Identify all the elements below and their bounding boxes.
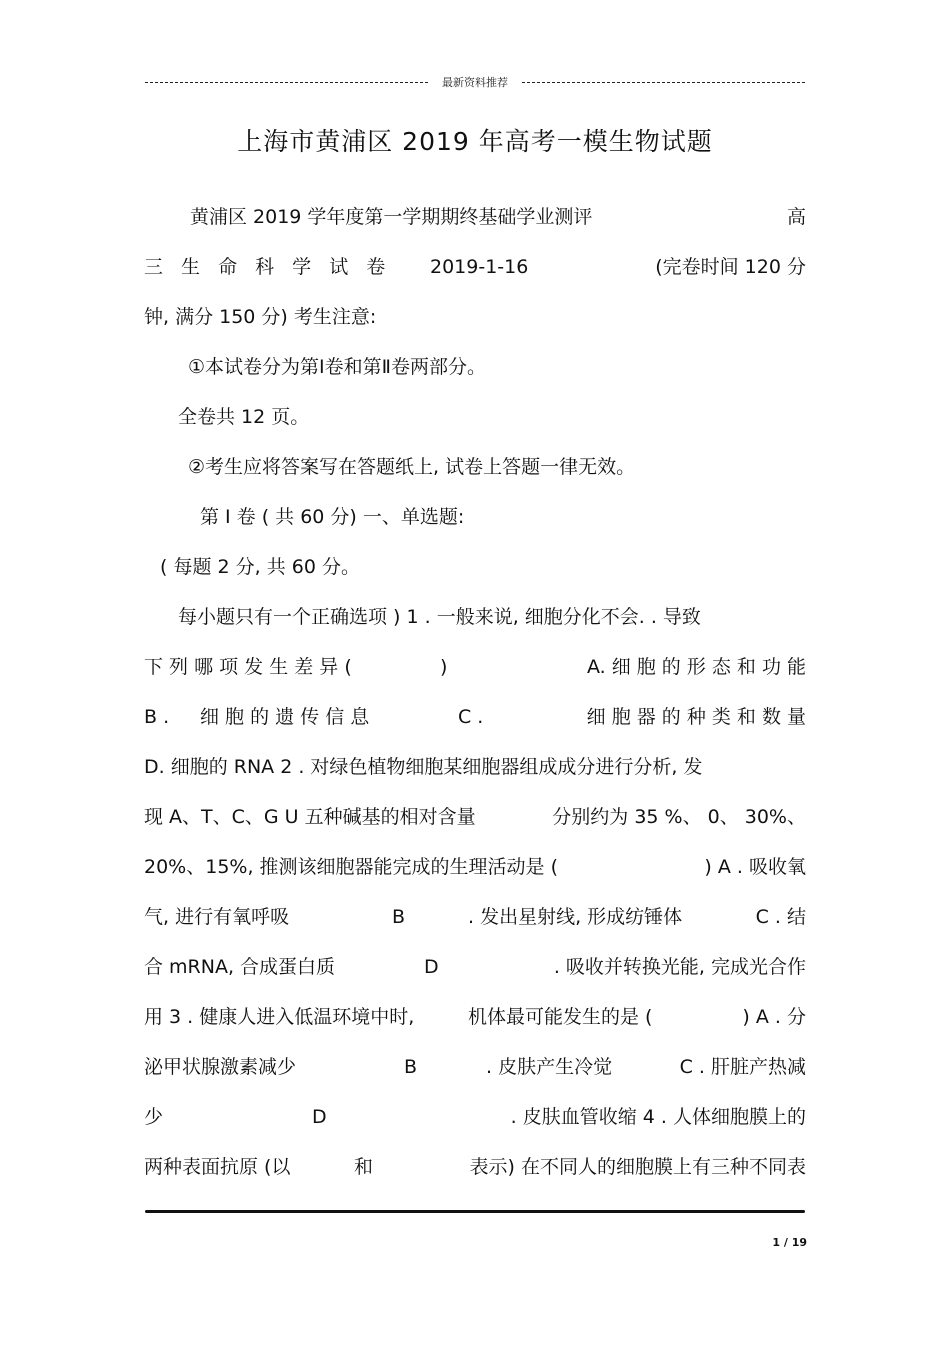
text-line — [144, 652, 806, 682]
text-segment: 黄浦区 2019 学年度第一学期期终基础学业测评 — [190, 206, 593, 228]
page-header — [145, 73, 805, 91]
text-segment: ) A . 分 — [742, 1006, 806, 1028]
text-line — [144, 1152, 806, 1182]
text-segment: 分别约为 35 %、 0、 30%、 — [552, 806, 806, 828]
text-segment: . 皮肤产生冷觉 — [486, 1056, 613, 1078]
text-segment: ②考生应将答案写在答题纸上, 试卷上答题一律无效。 — [188, 456, 636, 478]
header-text: 最新资料推荐 — [442, 76, 508, 89]
text-line — [200, 502, 862, 532]
text-line — [144, 902, 806, 932]
text-segment: ) A . 吸收氧 — [704, 856, 806, 878]
text-line — [144, 802, 806, 832]
header-dash-left — [145, 82, 428, 83]
text-line — [178, 402, 840, 432]
text-line — [188, 352, 850, 382]
text-segment: D. 细胞的 RNA 2 . 对绿色植物细胞某细胞器组成成分进行分析, 发 — [144, 756, 703, 778]
text-line — [144, 852, 806, 882]
text-segment: C . 肝脏产热减 — [679, 1056, 806, 1078]
text-segment: 2019-1-16 — [430, 256, 529, 278]
header-dash-right — [522, 82, 805, 83]
text-line — [144, 752, 806, 782]
text-segment: 三 生 命 科 学 试 卷 — [144, 256, 392, 278]
text-segment: . 吸收并转换光能, 完成光合作 — [553, 956, 806, 978]
text-segment: . 发出星射线, 形成纺锤体 — [468, 906, 683, 928]
text-segment: 第 Ⅰ 卷 ( 共 60 分) 一、单选题: — [200, 506, 465, 528]
text-segment: 现 A、T、C、G U 五种碱基的相对含量 — [144, 806, 476, 828]
text-segment: 细 胞 器 的 种 类 和 数 量 — [586, 706, 806, 728]
text-line — [144, 1102, 806, 1132]
text-segment: 合 mRNA, 合成蛋白质 — [144, 956, 336, 978]
text-segment: 和 — [354, 1156, 374, 1178]
text-segment: 表示) 在不同人的细胞膜上有三种不同表 — [469, 1156, 806, 1178]
footer-rule — [145, 1210, 805, 1213]
text-line — [160, 552, 822, 582]
text-segment: 细 胞 的 遗 传 信 息 — [200, 706, 370, 728]
text-segment: 机体最可能发生的是 ( — [468, 1006, 653, 1028]
text-line — [188, 452, 850, 482]
text-segment: 少 — [144, 1106, 164, 1128]
text-line — [178, 602, 806, 632]
text-segment: 气, 进行有氧呼吸 — [144, 906, 290, 928]
text-line — [144, 702, 806, 732]
text-segment: ( 每题 2 分, 共 60 分。 — [160, 556, 360, 578]
text-line — [144, 302, 806, 332]
text-segment: B — [404, 1056, 418, 1078]
text-line — [144, 1002, 806, 1032]
text-segment: B — [392, 906, 406, 928]
text-segment: 用 3 . 健康人进入低温环境中时, — [144, 1006, 415, 1028]
page-number: 1 / 19 — [772, 1236, 807, 1249]
text-segment: (完卷时间 120 分 — [655, 256, 806, 278]
text-segment: 高 — [786, 206, 806, 228]
text-segment: C . — [458, 706, 484, 728]
text-segment: ①本试卷分为第Ⅰ卷和第Ⅱ卷两部分。 — [188, 356, 486, 378]
document-title: 上海市黄浦区 2019 年高考一模生物试题 — [237, 127, 713, 156]
text-segment: 全卷共 12 页。 — [178, 406, 310, 428]
text-line — [190, 202, 806, 232]
text-segment: 泌甲状腺激素减少 — [144, 1056, 297, 1078]
text-segment: C . 结 — [755, 906, 806, 928]
text-line — [144, 252, 806, 282]
text-segment: D — [424, 956, 439, 978]
text-segment: 下 列 哪 项 发 生 差 异 ( — [144, 656, 352, 678]
text-segment: 20%、15%, 推测该细胞器能完成的生理活动是 ( — [144, 856, 558, 878]
text-line — [144, 952, 806, 982]
text-segment: D — [312, 1106, 327, 1128]
text-segment: A. 细 胞 的 形 态 和 功 能 — [586, 656, 806, 678]
text-segment: ) — [440, 656, 448, 678]
text-line — [144, 1052, 806, 1082]
text-segment: 钟, 满分 150 分) 考生注意: — [144, 306, 377, 328]
text-segment: . 皮肤血管收缩 4 . 人体细胞膜上的 — [510, 1106, 806, 1128]
text-segment: 两种表面抗原 (以 — [144, 1156, 291, 1178]
text-segment: 每小题只有一个正确选项 ) 1 . 一般来说, 细胞分化不会. . 导致 — [178, 606, 701, 628]
text-segment: B . — [144, 706, 170, 728]
